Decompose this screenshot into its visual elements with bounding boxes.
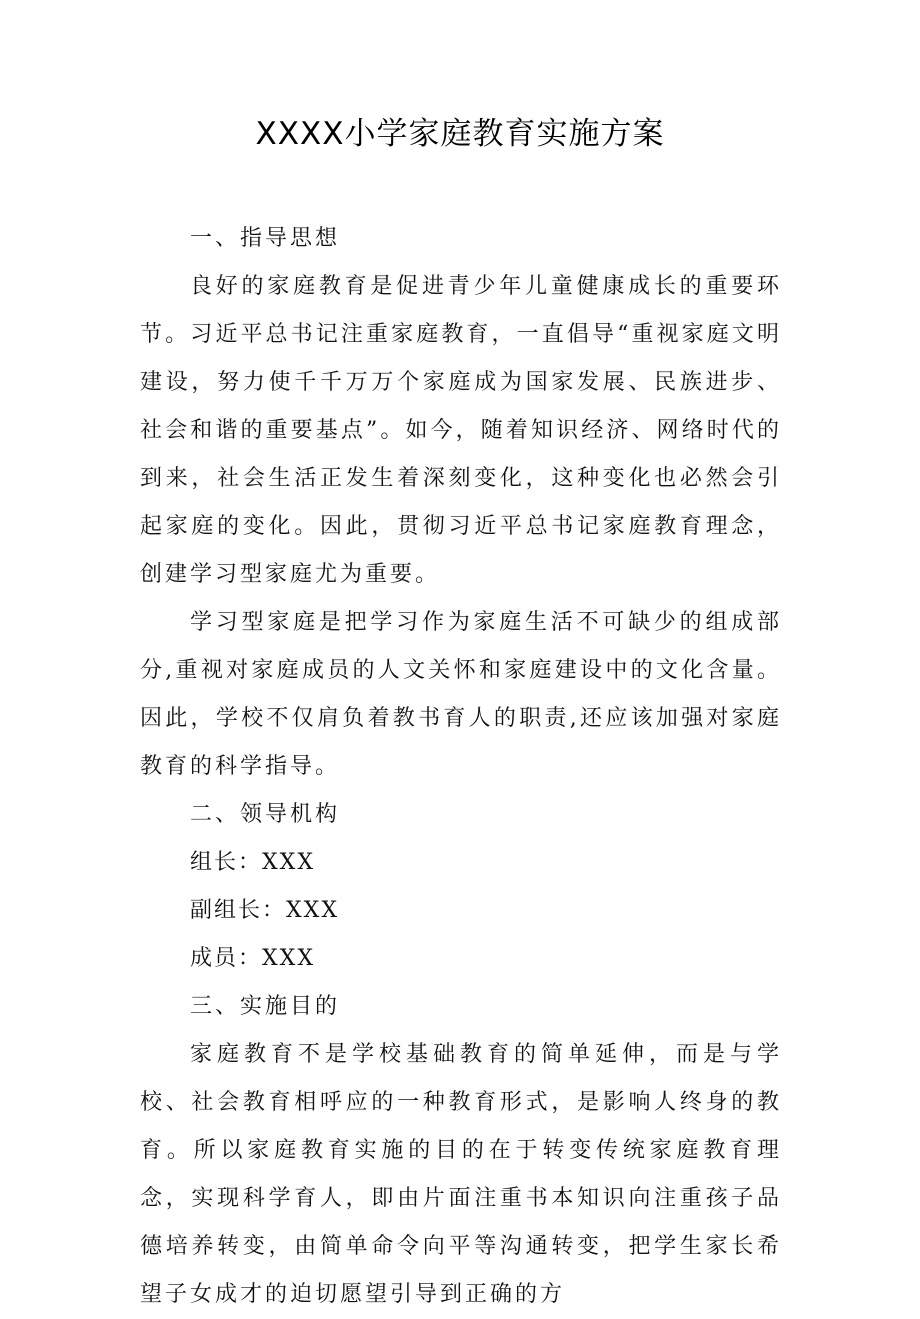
document-body xyxy=(140,215,782,1319)
section-heading-implementation-purpose: 三、实施目的 xyxy=(190,994,341,1019)
members-line: 成员：XXX xyxy=(190,946,315,971)
section-heading-guiding-thought: 一、指导思想 xyxy=(190,226,341,251)
section-heading-leadership: 二、领导机构 xyxy=(190,802,341,827)
document-title: XXXX小学家庭教育实施方案 xyxy=(255,116,665,152)
paragraph-family-education-importance: 良好的家庭教育是促进青少年儿童健康成长的重要环节。习近平总书记注重家庭教育，一直倡导“重视家庭文明建设，努力使千千万万个家庭成为国家发展、民族进步、社会和谐的重要基点”。如今，随着知识经济、网络时代的到来，社会生活正发生着深刻变化，这种变化也必然会引起家庭的变化。因此，贯彻习近平总书记家庭教育理念，创建学习型家庭尤为重要。 xyxy=(140,274,782,587)
paragraph-learning-family: 学习型家庭是把学习作为家庭生活不可缺少的组成部分,重视对家庭成员的人文关怀和家庭建设中的文化含量。因此，学校不仅肩负着教书育人的职责,还应该加强对家庭教育的科学指导。 xyxy=(140,610,782,779)
leader-line: 组长：XXX xyxy=(190,850,315,875)
deputy-leader-line: 副组长：XXX xyxy=(190,898,339,923)
paragraph-implementation-purpose: 家庭教育不是学校基础教育的简单延伸，而是与学校、社会教育相呼应的一种教育形式，是影响人终身的教育。所以家庭教育实施的目的在于转变传统家庭教育理念，实现科学育人，即由片面注重书本知识向注重孩子品德培养转变，由简单命令向平等沟通转变，把学生家长希望子女成才的迫切愿望引导到正确的方 xyxy=(140,1042,782,1307)
